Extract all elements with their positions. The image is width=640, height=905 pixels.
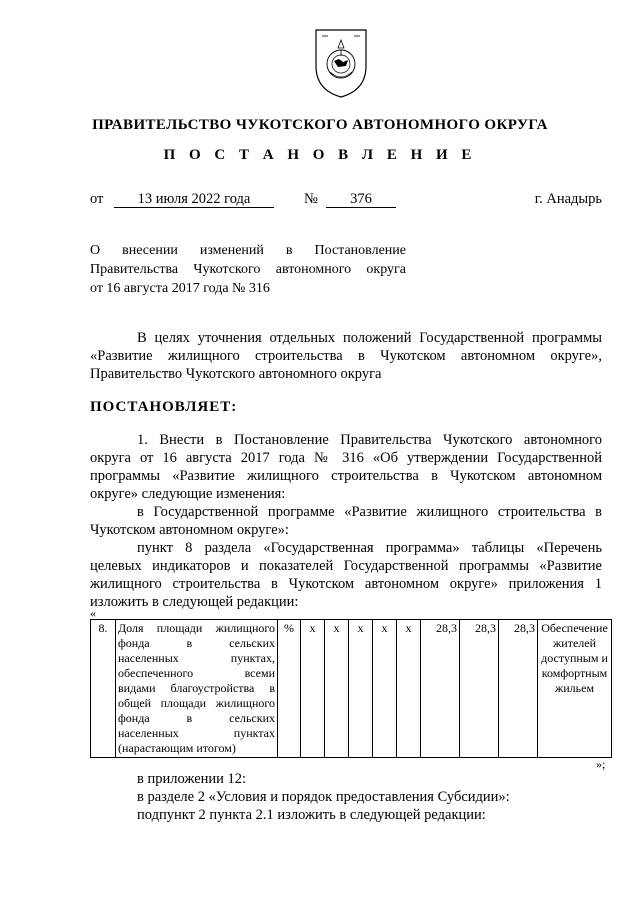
value-cell: x [325, 620, 349, 758]
text-line: жилищного строительства в Чукотском автономном округе» приложения 1 [90, 576, 602, 592]
subject-line: от 16 августа 2017 года № 316 [90, 281, 270, 296]
indicator-line: населенных пунктах, [118, 651, 275, 665]
government-title: ПРАВИТЕЛЬСТВО ЧУКОТСКОГО АВТОНОМНОГО ОКРУГА [92, 117, 548, 133]
unit-cell: % [278, 620, 301, 758]
indicator-line: (нарастающим итогом) [118, 741, 236, 755]
preamble-line: В целях уточнения отдельных положений Государственной программы [137, 330, 602, 346]
expected-result: Обеспечение жителей доступным и комфортным жильем [538, 620, 612, 758]
document-date: 13 июля 2022 года [114, 191, 274, 208]
indicator-name [116, 620, 278, 758]
text-line: изложить в следующей редакции: [90, 594, 299, 610]
paragraph-1 [90, 431, 602, 503]
document-number: 376 [326, 191, 396, 208]
value-cell: x [349, 620, 373, 758]
value-cell: x [397, 620, 421, 758]
paragraph-3 [90, 539, 602, 611]
text-line: Чукотском автономном округе»: [90, 522, 289, 538]
indicator-line: общей площади жилищного [118, 696, 275, 710]
value-cell: x [373, 620, 397, 758]
document-subject [90, 241, 406, 298]
indicator-table [90, 619, 612, 758]
text-line: в разделе 2 «Условия и порядок предоставления Субсидии»: [137, 789, 510, 805]
open-quote: « [90, 606, 96, 620]
text-line: округа от 16 августа 2017 года № 316 «Об утверждении Государственной [90, 450, 602, 466]
subject-line: О внесении изменений в Постановление [90, 243, 406, 258]
indicator-line: фонда в сельских [118, 636, 275, 650]
value-cell: 28,3 [421, 620, 460, 758]
indicator-line: видами благоустройства в [118, 681, 275, 695]
value-cell: 28,3 [460, 620, 499, 758]
closing-lines [90, 770, 602, 824]
subject-line: Правительства Чукотского автономного округа [90, 262, 406, 277]
text-line: целевых индикаторов и показателей Государственной программы «Развитие [90, 558, 602, 574]
indicator-line: Доля площади жилищного [118, 621, 275, 635]
indicator-line: фонда в сельских [118, 711, 275, 725]
table-row [91, 620, 612, 758]
document-type: П О С Т А Н О В Л Е Н И Е [163, 147, 477, 163]
preamble [90, 329, 602, 383]
date-label: от [90, 191, 104, 207]
text-line: 1. Внести в Постановление Правительства Чукотского автономного [137, 432, 602, 448]
decides-heading: ПОСТАНОВЛЯЕТ: [90, 399, 238, 415]
value-cell: x [301, 620, 325, 758]
text-line: в Государственной программе «Развитие жилищного строительства в [137, 504, 602, 520]
text-line: округе» следующие изменения: [90, 486, 286, 502]
paragraph-2 [90, 503, 602, 539]
text-line: программы «Развитие жилищного строительства в Чукотском автономном [90, 468, 602, 484]
preamble-line: «Развитие жилищного строительства в Чукотском автономном округе», [90, 348, 602, 364]
text-line: в приложении 12: [137, 771, 247, 787]
close-quote: »; [596, 757, 606, 771]
text-line: пункт 8 раздела «Государственная программа» таблицы «Перечень [137, 540, 602, 556]
indicator-line: обеспеченного всеми [118, 666, 275, 680]
preamble-line: Правительство Чукотского автономного округа [90, 366, 382, 382]
city: г. Анадырь [534, 191, 602, 207]
indicator-line: населенных пунктах [118, 726, 275, 740]
text-line: подпункт 2 пункта 2.1 изложить в следующей редакции: [137, 807, 486, 823]
coat-of-arms-emblem [308, 26, 374, 100]
value-cell: 28,3 [499, 620, 538, 758]
number-label: № [304, 191, 318, 207]
row-number: 8. [91, 620, 116, 758]
